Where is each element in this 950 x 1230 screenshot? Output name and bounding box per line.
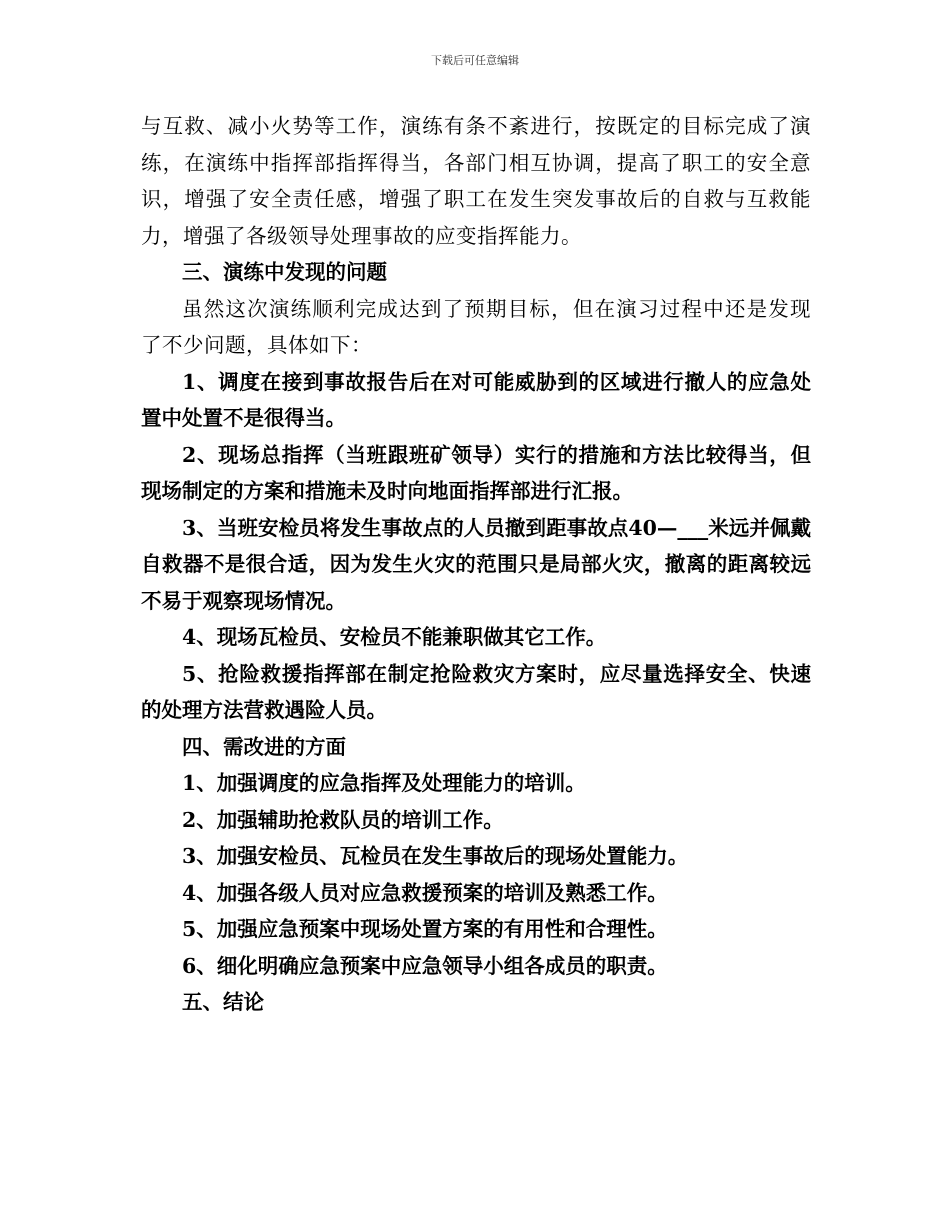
section-heading-improvements: 四、需改进的方面 xyxy=(182,734,346,759)
improvement-item-3: 3、加强安检员、瓦检员在发生事故后的现场处置能力。 xyxy=(182,844,689,868)
paragraph-drill-summary: 与互救、减小火势等工作，演练有条不紊进行，按既定的目标完成了演练，在演练中指挥部指挥得当，各部门相互协调，提高了职工的安全意识，增强了安全责任感，增强了职工在发生突发事故后的自救与互救能力，增强了各级领导处理事故的应变指挥能力。 xyxy=(141,114,811,248)
problem-item-5: 5、抢险救援指挥部在制定抢险救灾方案时，应尽量选择安全、快速的处理方法营救遇险人员。 xyxy=(141,661,811,722)
problem-item-1: 1、调度在接到事故报告后在对可能威胁到的区域进行撤人的应急处置中处置不是很得当。 xyxy=(141,369,811,430)
page-header: 下载后可任意编辑 xyxy=(431,54,519,67)
section-heading-problems: 三、演练中发现的问题 xyxy=(182,260,387,284)
improvement-item-2: 2、加强辅助抢救队员的培训工作。 xyxy=(182,807,504,832)
improvement-item-5: 5、加强应急预案中现场处置方案的有用性和合理性。 xyxy=(182,917,668,941)
problem-item-2: 2、现场总指挥（当班跟班矿领导）实行的措施和方法比较得当，但现场制定的方案和措施未及时向地面指挥部进行汇报。 xyxy=(141,442,811,503)
document-body xyxy=(141,108,811,1021)
problem-item-4: 4、现场瓦检员、安检员不能兼职做其它工作。 xyxy=(182,625,607,649)
paragraph-problems-intro: 虽然这次演练顺利完成达到了预期目标，但在演习过程中还是发现了不少问题，具体如下： xyxy=(141,296,811,357)
improvement-item-4: 4、加强各级人员对应急救援预案的培训及熟悉工作。 xyxy=(182,880,668,905)
section-heading-conclusion: 五、结论 xyxy=(182,990,264,1014)
improvement-item-6: 6、细化明确应急预案中应急领导小组各成员的职责。 xyxy=(182,953,668,978)
problem-item-3: 3、当班安检员将发生事故点的人员撤到距事故点40—___米远并佩戴自救器不是很合适，因为发生火灾的范围只是局部火灾，撤离的距离较远不易于观察现场情况。 xyxy=(141,515,811,613)
improvement-item-1: 1、加强调度的应急指挥及处理能力的培训。 xyxy=(182,771,586,795)
